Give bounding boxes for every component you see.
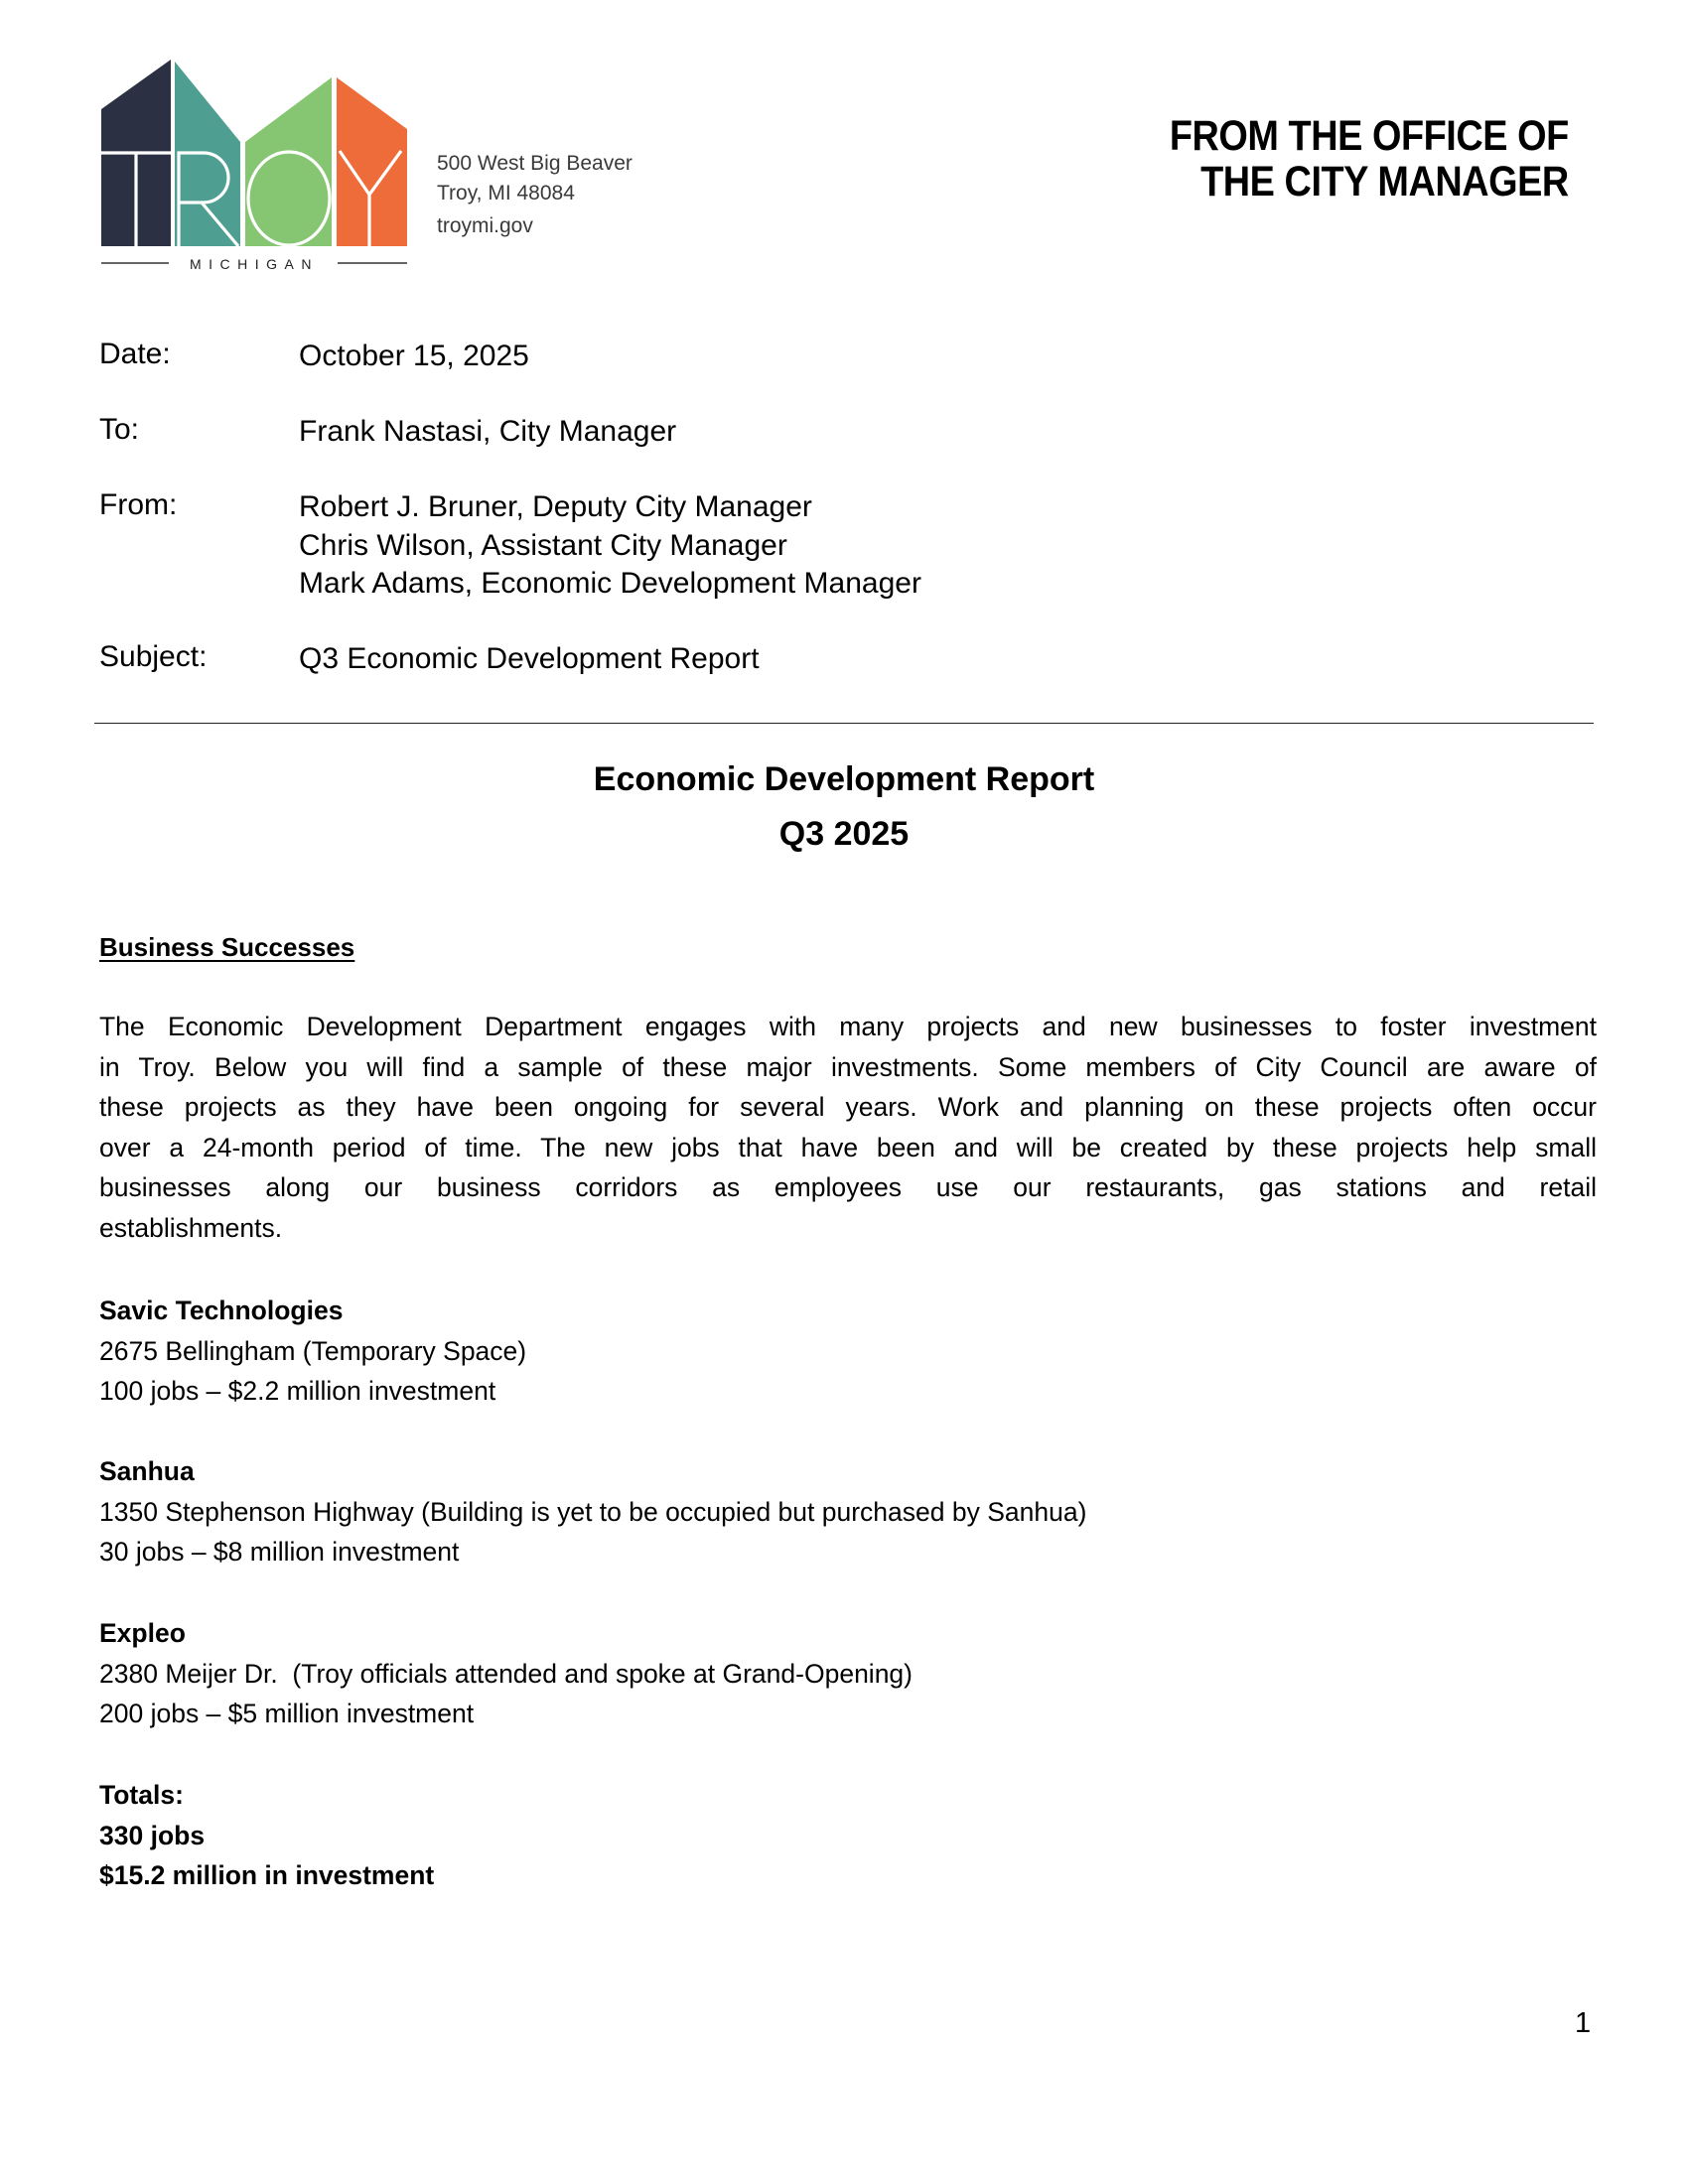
report-title: Economic Development Report xyxy=(593,760,1095,798)
office-title-line-2: THE CITY MANAGER xyxy=(1200,158,1569,205)
project-summary: 30 jobs – $8 million investment xyxy=(99,1537,460,1568)
intro-line: in Troy. Below you will find a sample of these major investments. Some members of City Council are aware of xyxy=(99,1051,1597,1082)
report-subtitle: Q3 2025 xyxy=(778,815,910,853)
memo-from-label: From: xyxy=(99,488,178,521)
intro-line: over a 24-month period of time. The new jobs that have been and will be created by these projects help small xyxy=(99,1132,1597,1162)
totals-investment: $15.2 million in investment xyxy=(99,1860,435,1891)
project-entry xyxy=(99,1613,913,1734)
totals-label: Totals: xyxy=(99,1780,184,1810)
project-name: Sanhua xyxy=(99,1456,195,1486)
intro-line: these projects as they have been ongoing for several years. Work and planning on these projects often occur xyxy=(99,1092,1597,1123)
project-summary: 200 jobs – $5 million investment xyxy=(99,1699,475,1729)
project-summary: 100 jobs – $2.2 million investment xyxy=(99,1376,496,1407)
address-street: 500 West Big Beaver xyxy=(437,152,633,175)
memo-date-value: October 15, 2025 xyxy=(299,340,529,372)
letterhead-address xyxy=(437,149,633,241)
project-entry xyxy=(99,1291,526,1412)
troy-logo xyxy=(99,56,411,274)
memo-subject-value: Q3 Economic Development Report xyxy=(299,642,760,675)
header-divider xyxy=(94,723,1594,724)
memo-to-value: Frank Nastasi, City Manager xyxy=(299,415,677,448)
project-entry xyxy=(99,1451,1086,1572)
troy-logo-graphic xyxy=(99,56,411,274)
logo-green-panel xyxy=(245,77,332,246)
intro-paragraph xyxy=(99,1007,1597,1249)
address-website: troymi.gov xyxy=(437,214,533,237)
memo-from-values xyxy=(299,488,921,604)
memo-to-label: To: xyxy=(99,413,140,446)
project-name: Savic Technologies xyxy=(99,1296,344,1325)
project-address: 1350 Stephenson Highway (Building is yet to be occupied but purchased by Sanhua) xyxy=(99,1496,1087,1527)
project-address: 2380 Meijer Dr. (Troy officials attended and spoke at Grand-Opening) xyxy=(99,1658,913,1689)
memo-from-person: Chris Wilson, Assistant City Manager xyxy=(299,528,787,562)
page-number: 1 xyxy=(1575,2007,1592,2039)
intro-line: establishments. xyxy=(99,1212,283,1243)
project-name: Expleo xyxy=(99,1618,186,1648)
section-heading: Business Successes xyxy=(99,932,355,962)
memo-date-label: Date: xyxy=(99,338,171,370)
totals-jobs: 330 jobs xyxy=(99,1820,206,1850)
intro-line: The Economic Development Department engages with many projects and new businesses to foster investment xyxy=(99,1012,1597,1041)
intro-line: businesses along our business corridors as employees use our restaurants, gas stations and retail xyxy=(99,1172,1597,1203)
memo-subject-label: Subject: xyxy=(99,640,208,673)
office-title xyxy=(1170,113,1569,205)
logo-state-text: MICHIGAN xyxy=(190,256,319,272)
memo-from-person: Robert J. Bruner, Deputy City Manager xyxy=(299,490,812,523)
project-address: 2675 Bellingham (Temporary Space) xyxy=(99,1335,527,1366)
office-title-line-1: FROM THE OFFICE OF xyxy=(1170,112,1569,160)
totals-block xyxy=(99,1775,434,1896)
memo-from-person: Mark Adams, Economic Development Manager xyxy=(299,567,921,600)
address-city: Troy, MI 48084 xyxy=(437,182,575,205)
